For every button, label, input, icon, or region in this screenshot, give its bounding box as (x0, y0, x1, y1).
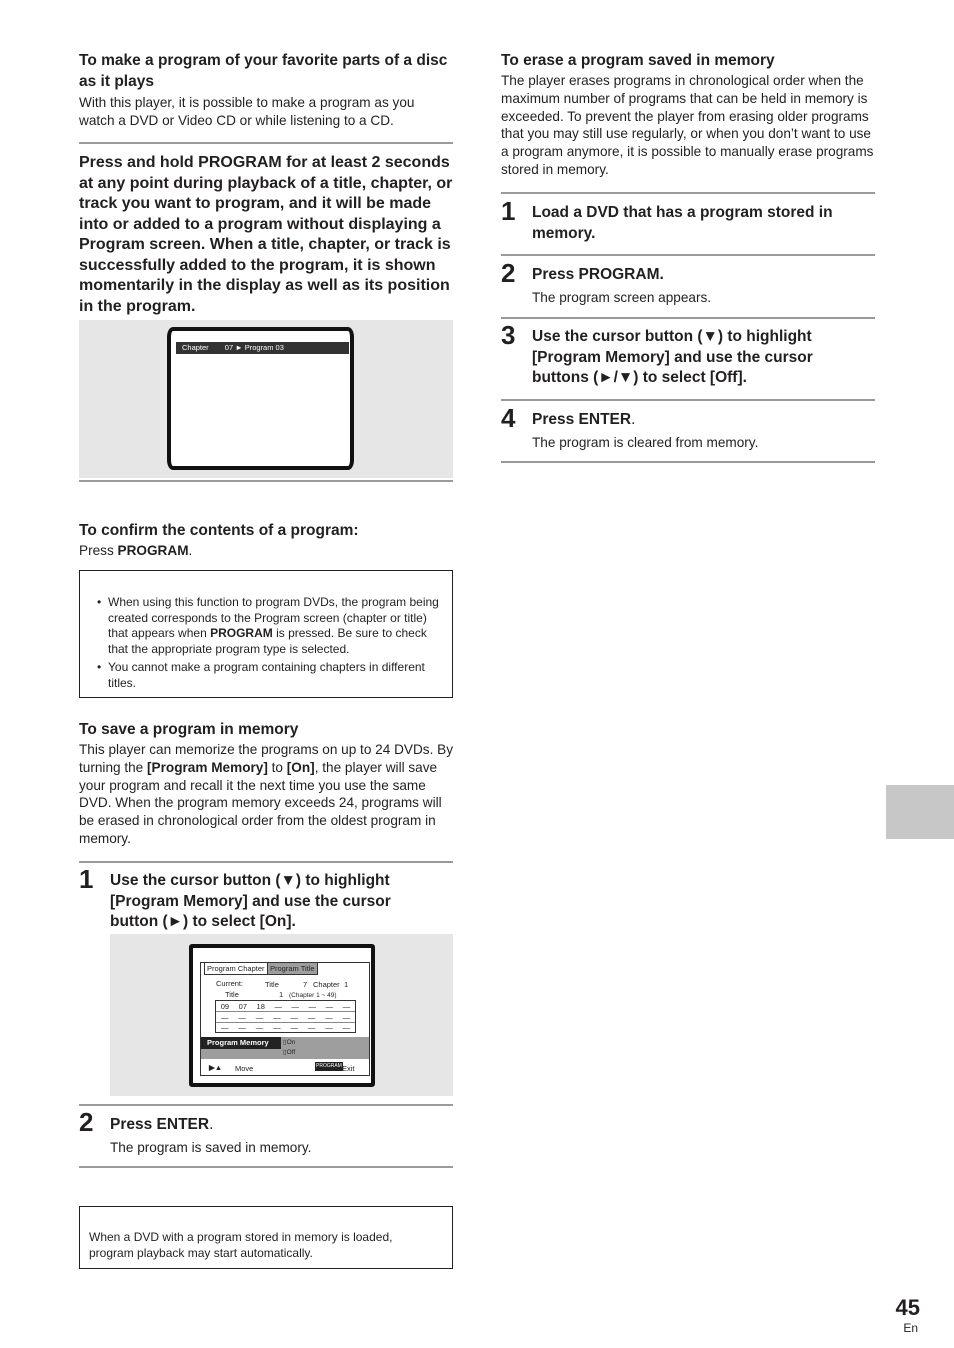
program-cell[interactable]: — (342, 1002, 351, 1011)
program-cell[interactable]: — (307, 1013, 316, 1022)
program-cell[interactable]: — (291, 1002, 299, 1011)
confirm-section (79, 520, 453, 560)
program-cell[interactable]: — (238, 1013, 246, 1022)
step-number: 2 (501, 258, 516, 288)
program-row (216, 1002, 355, 1012)
note-program-key: PROGRAM (210, 626, 273, 641)
note-item (108, 595, 440, 657)
program-cell[interactable]: — (308, 1002, 317, 1011)
title-value: 7 (303, 980, 308, 989)
program-cell[interactable]: — (238, 1023, 246, 1032)
memory-off-label: Off (286, 1049, 296, 1056)
step-number: 1 (501, 196, 516, 226)
screen-illustration-2 (110, 934, 453, 1096)
step-result: The program screen appears. (532, 290, 712, 305)
program-cell[interactable]: — (290, 1023, 298, 1032)
program-row (216, 1013, 355, 1023)
memory-on-label: On (286, 1039, 296, 1046)
confirm-heading: To confirm the contents of a program: (79, 522, 359, 539)
program-grid (215, 1000, 356, 1033)
memory-on-option[interactable]: ▯On (283, 1039, 296, 1046)
program-cell[interactable]: — (342, 1013, 351, 1022)
program-cell[interactable]: — (290, 1013, 298, 1022)
osd-bar (176, 342, 349, 354)
chapter-side-tab (886, 785, 954, 839)
step-period: . (209, 1116, 214, 1133)
program-cell[interactable]: — (342, 1023, 351, 1032)
tv-screen (167, 327, 354, 470)
step-number: 3 (501, 320, 516, 350)
program-cell[interactable]: — (255, 1013, 264, 1022)
note-list (88, 595, 440, 692)
step-instruction: Press PROGRAM. (532, 266, 664, 283)
step-text: Press ENTER (532, 411, 632, 428)
cursor-arrows-icon: ▶▲ (209, 1063, 223, 1072)
memory-off-option[interactable]: ▯Off (283, 1049, 296, 1056)
osd-chapter-label: Chapter (182, 343, 209, 352)
chapter-header: Chapter (313, 980, 340, 989)
title-header: Title (265, 980, 279, 989)
save-body-bold: [On] (286, 759, 315, 775)
screen-illustration-1 (79, 320, 453, 478)
tv-screen (189, 944, 375, 1087)
step-result: The program is saved in memory. (110, 1140, 312, 1155)
program-cell[interactable]: — (307, 1023, 316, 1032)
confirm-period: . (188, 543, 193, 558)
step-instruction (532, 410, 862, 431)
program-key-icon: PROGRAM (316, 1063, 342, 1069)
program-cell[interactable]: — (220, 1013, 229, 1022)
erase-body: The player erases programs in chronological order when the maximum number of programs that can be held in memory is exceeded. To prevent the player from erasing older programs that you may still use regularly, or when you don’t want to use a program anymore, it is possible to manually erase programs stored in memory. (501, 73, 874, 177)
confirm-instruction (79, 542, 453, 560)
save-body-bold: [Program Memory] (147, 759, 268, 775)
divider (501, 461, 875, 463)
tab-program-chapter[interactable]: Program Chapter (204, 962, 268, 975)
favorite-heading: To make a program of your favorite parts of a disc as it plays (79, 52, 448, 90)
divider (79, 861, 453, 863)
program-cell[interactable]: — (325, 1013, 333, 1022)
program-cell[interactable]: — (325, 1002, 334, 1011)
current-label: Current: (216, 979, 244, 988)
osd-program-value: 07 ► Program 03 (224, 343, 284, 352)
language-label: En (903, 1321, 918, 1335)
divider (501, 317, 875, 319)
program-cell[interactable]: — (325, 1023, 333, 1032)
note-text: is pressed. Be sure to check that the appropriate program type is selected. (108, 626, 427, 656)
step-text: Press ENTER (110, 1116, 210, 1133)
save-body-text: to (267, 759, 287, 775)
program-cell[interactable]: 07 (238, 1002, 247, 1011)
program-cell[interactable]: — (273, 1023, 281, 1032)
program-menu (200, 962, 370, 1076)
step-instruction: Load a DVD that has a program stored in memory. (532, 204, 833, 242)
save-body (79, 741, 453, 848)
chapter-value: 1 (344, 980, 349, 989)
step-period: . (631, 411, 636, 428)
step-number: 4 (501, 403, 516, 433)
divider (501, 254, 875, 256)
confirm-program-key: PROGRAM (117, 543, 189, 558)
note-item: • You cannot make a program containing chapters in different titles. (108, 660, 440, 691)
page-number: 45 (895, 1295, 920, 1320)
note-text: When using this function to program DVDs, the program being created corresponds to the Program screen (chapter or title) that appears when (108, 595, 439, 641)
program-cell[interactable]: — (220, 1023, 229, 1032)
divider (79, 1166, 453, 1168)
divider (79, 142, 453, 144)
step-instruction: Use the cursor button (▼) to highlight [Program Memory] and use the cursor buttons (►/▼) to select [Off]. (532, 328, 813, 386)
note-box (79, 570, 453, 698)
favorite-section (79, 50, 453, 130)
exit-label: Exit (342, 1064, 355, 1073)
favorite-body: With this player, it is possible to make a program as you watch a DVD or Video CD or while listening to a CD. (79, 95, 415, 128)
confirm-press-text: Press (79, 543, 118, 558)
program-cell[interactable]: 09 (220, 1002, 230, 1011)
step-instruction: Use the cursor button (▼) to highlight [Program Memory] and use the cursor button (►) to select [On]. (110, 872, 391, 930)
divider (79, 1104, 453, 1106)
save-body-text: , the player will save your program and recall it the next time you use the same DVD. When the program memory exceeds 24, programs will be erased in chronological order from the oldest program in memory. (79, 759, 442, 846)
step-number: 1 (79, 864, 94, 894)
title-number: 1 (279, 990, 284, 999)
chapter-range: (Chapter 1 ~ 49) (289, 992, 337, 999)
save-body-text: This player can memorize the programs on up to 24 DVDs. By turning the (79, 742, 453, 775)
program-cell[interactable]: — (273, 1013, 281, 1022)
step-number: 2 (79, 1107, 94, 1137)
program-cell[interactable]: — (274, 1002, 282, 1011)
divider (79, 480, 453, 482)
divider (501, 192, 875, 194)
step-result: The program is cleared from memory. (532, 435, 759, 450)
save-heading: To save a program in memory (79, 721, 299, 738)
program-cell[interactable]: — (255, 1023, 264, 1032)
step-instruction (110, 1115, 440, 1136)
title-label: Title (225, 990, 239, 999)
favorite-instruction: Press and hold PROGRAM for at least 2 seconds at any point during playback of a title, chapter, or track you want to program, and it will be made into or added to a program without displaying a Program screen. When a title, chapter, or track is successfully added to the program, it is shown momentarily in the display as well as its position in the program. (79, 154, 453, 315)
erase-heading: To erase a program saved in memory (501, 52, 775, 69)
program-cell[interactable]: 18 (256, 1002, 265, 1011)
note-box: When a DVD with a program stored in memory is loaded, program playback may start automatically. (79, 1206, 453, 1269)
save-section (79, 719, 453, 848)
move-label: Move (235, 1064, 254, 1073)
program-row (216, 1023, 355, 1032)
tab-program-title[interactable]: Program Title (267, 962, 318, 975)
divider (501, 399, 875, 401)
program-memory-option[interactable]: Program Memory (201, 1037, 281, 1049)
erase-section (501, 50, 875, 179)
